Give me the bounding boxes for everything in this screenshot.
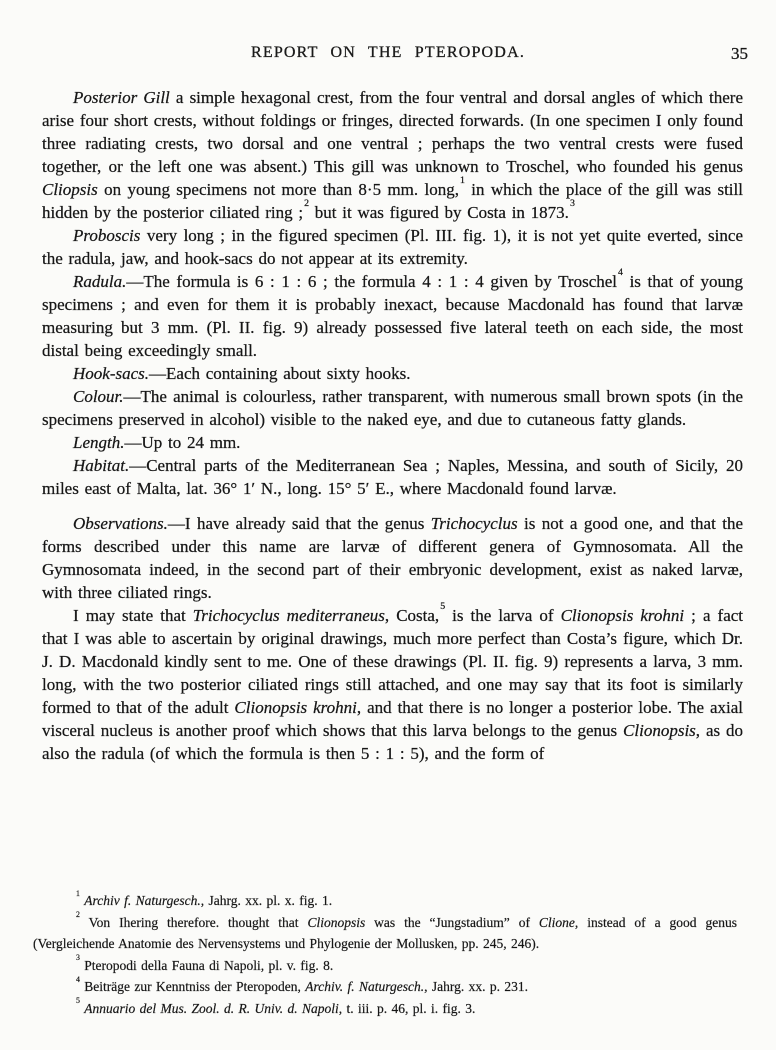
italic-term: Colour. — [73, 387, 124, 406]
italic-term: Clionopsis — [307, 914, 366, 930]
paragraph-trichocyclus-mediterraneus — [42, 601, 744, 765]
text-run: in which the place of the gill was still hidden by the posterior ciliated ring ; — [42, 180, 743, 222]
italic-term: Observations. — [73, 514, 168, 533]
italic-term: Cliopsis — [42, 180, 98, 199]
text-run: but it was figured by Costa in 1873. — [309, 203, 569, 222]
footnote-ref: 1 — [459, 175, 465, 187]
footnote-ref: 2 — [76, 910, 80, 920]
italic-term: Radula. — [73, 272, 127, 291]
text-run: is not a good one, and that the forms described under this name are larvæ of different genera of Gymnosomata. All the Gymnosomata indeed, in the second part of their embryonic development, exist as naked larvæ, with three ciliated rings. — [42, 514, 743, 602]
footnote-5 — [33, 998, 737, 1020]
footnote-ref: 3 — [76, 953, 80, 963]
italic-term: Posterior Gill — [73, 88, 170, 107]
italic-term: Clionopsis krohni — [234, 698, 357, 717]
body-text — [42, 86, 743, 765]
text-run: very long ; in the figured specimen (Pl. III. fig. 1), it is not yet quite everted, since the radula, jaw, and hook-sacs do not appear at its extremity. — [42, 226, 743, 268]
italic-term: Trichocyclus — [430, 514, 518, 533]
text-run: —The animal is colourless, rather transparent, with numerous small brown spots (in the specimens preserved in alcohol) visible to the naked eye, and due to cutaneous fatty glands. — [42, 387, 743, 429]
italic-term: Archiv. f. Naturgesch. — [305, 979, 425, 994]
footnote-ref: 5 — [440, 601, 446, 613]
text-run: was the “Jungstadium” of — [365, 914, 539, 930]
text-run: , instead of a good genus (Vergleichende Anatomie des Nervensystems und Phylogenie der Mollusken, pp. 245, 246). — [33, 914, 737, 951]
paragraph-proboscis — [42, 224, 743, 270]
footnote-3 — [33, 955, 737, 977]
italic-term: Archiv f. Naturgesch. — [84, 893, 201, 908]
italic-term: Proboscis — [73, 226, 141, 245]
running-title: REPORT ON THE PTEROPODA. — [250, 44, 526, 61]
page-header — [0, 44, 776, 66]
italic-term: Annuario del Mus. Zool. d. R. Univ. d. Napoli — [84, 1000, 339, 1016]
text-run: a simple hexagonal crest, from the four ventral and dorsal angles of which there arise four short crests, without foldings or fringes, directed forwards. (In one specimen I only found three radiating crests, two dorsal and one ventral ; perhaps the two ventral crests were fused together, or the left one was absent.) This gill was unknown to Troschel, who founded his genus — [42, 88, 743, 176]
footnote-ref: 5 — [76, 996, 80, 1006]
text-run: ; a fact that I was able to ascertain by original drawings, much more perfect than Costa’s figure, which Dr. J. D. Macdonald kindly sent to me. One of these drawings (Pl. II. fig. 9) represents a larva, 3 mm. long, with the two posterior ciliated rings still attached, and one may say that its foot is similarly formed to that of the adult — [42, 606, 744, 717]
italic-term: Trichocyclus mediterraneus — [192, 606, 385, 625]
text-run: —Each containing about sixty hooks. — [149, 364, 411, 383]
footnote-4 — [33, 976, 737, 998]
text-run: Pteropodi della Fauna di Napoli, pl. v. fig. 8. — [79, 957, 334, 973]
text-run: , as do also the radula (of which the formula is then 5 : 1 : 5), and the form of — [42, 721, 743, 763]
footnote-ref: 2 — [304, 198, 310, 210]
text-run: is the larva of — [445, 606, 561, 625]
footnote-ref: 3 — [569, 198, 575, 210]
footnote-1 — [33, 890, 737, 912]
text-run: —The formula is 6 : 1 : 6 ; the formula 4 : 1 : 4 given by Troschel — [126, 272, 618, 291]
italic-term: Hook-sacs. — [73, 364, 150, 383]
footnote-ref: 4 — [618, 267, 623, 279]
text-run: , Costa, — [384, 606, 440, 625]
italic-term: Clionopsis krohni — [560, 606, 685, 625]
text-run: —I have already said that the genus — [167, 514, 431, 533]
footnote-ref: 1 — [76, 888, 80, 898]
paragraph-colour — [42, 385, 743, 431]
italic-term: Clione — [538, 914, 575, 930]
italic-term: Habitat. — [73, 456, 130, 475]
footnotes — [33, 890, 737, 1019]
paragraph-length — [42, 431, 743, 454]
text-run: , Jahrg. xx. pl. x. fig. 1. — [200, 893, 333, 908]
paragraph-observations — [42, 512, 743, 604]
text-run: Beiträge zur Kenntniss der Pteropoden, — [79, 979, 306, 994]
text-run: Von Ihering therefore. thought that — [79, 914, 308, 930]
text-run: —Central parts of the Mediterranean Sea ; Naples, Messina, and south of Sicily, 20 miles east of Malta, lat. 36° 1′ N., long. 15° 5′ E., where Macdonald found larvæ. — [42, 456, 743, 498]
paragraph-posterior-gill — [42, 86, 743, 224]
text-run: , and that there is no longer a posterior lobe. The axial visceral nucleus is another proof which shows that this larva belongs to the genus — [42, 698, 743, 740]
paragraph-habitat — [42, 454, 743, 500]
text-run: I may state that — [73, 606, 193, 625]
footnote-2 — [33, 912, 737, 955]
text-run: , Jahrg. xx. p. 231. — [424, 979, 528, 994]
text-run: , t. iii. p. 46, pl. i. fig. 3. — [338, 1000, 476, 1016]
italic-term: Length. — [73, 433, 125, 452]
page-number: 35 — [731, 44, 748, 63]
footnote-ref: 4 — [76, 974, 80, 984]
italic-term: Clionopsis — [623, 721, 696, 740]
text-run: is that of young specimens ; and even for them it is probably inexact, because Macdonald has found that larvæ measuring but 3 mm. (Pl. II. fig. 9) already possessed five lateral teeth on each side, the most distal being exceedingly small. — [42, 272, 743, 360]
paragraph-radula — [42, 267, 743, 362]
text-run: —Up to 24 mm. — [124, 433, 241, 452]
text-run: on young specimens not more than 8·5 mm. long, — [97, 180, 459, 199]
paragraph-hook-sacs — [42, 362, 743, 385]
